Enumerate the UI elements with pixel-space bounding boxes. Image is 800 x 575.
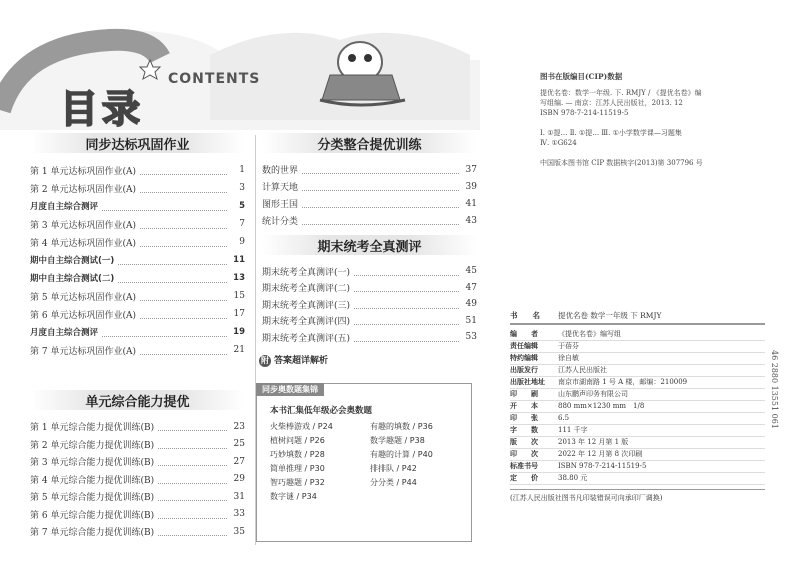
info-row: 字 数 111 千字 — [510, 425, 765, 437]
cip-line: 中国版本图书馆 CIP 数据核字(2013)第 307796 号 — [540, 159, 703, 167]
promo-item: 简单推理 / P30 — [270, 464, 325, 473]
promo-item: 数字谜 / P34 — [270, 492, 317, 501]
toc-item — [262, 178, 477, 195]
toc-item-label: 第 2 单元达标巩固作业(A) — [30, 184, 136, 195]
toc-item-page: 7 — [239, 219, 245, 229]
toc-item — [262, 280, 477, 297]
answers-label: 答案超详解析 — [274, 356, 329, 366]
toc-item-page: 51 — [465, 315, 477, 326]
toc-item — [30, 197, 245, 215]
info-row: 责任编辑 于蓓芬 — [510, 341, 765, 353]
toc-leader — [302, 216, 459, 225]
answers-badge: 附 — [261, 356, 269, 365]
side-code: 46 2880 13551 061 — [770, 350, 779, 429]
promo-item: 巧妙填数 / P28 — [270, 450, 325, 459]
toc-item-label: 期中自主综合测试(二) — [30, 274, 115, 284]
toc-item — [30, 161, 245, 179]
book-info — [510, 309, 765, 503]
toc-item-page: 23 — [233, 421, 245, 432]
toc-item-page: 35 — [233, 526, 245, 537]
cip-title: 图书在版编目(CIP)数据 — [540, 72, 623, 81]
toc-item-label: 期末统考全真测评(四) — [262, 317, 351, 328]
toc-item-label: 第 7 单元达标巩固作业(A) — [30, 346, 136, 357]
toc-item-label: 第 5 单元达标巩固作业(A) — [30, 292, 136, 303]
toc-item-page: 53 — [465, 332, 477, 343]
promo-list-left — [270, 420, 365, 504]
promo-tag: 同步奥数题集锦 — [256, 383, 324, 396]
promo-item: 有趣的填数 / P36 — [370, 422, 433, 431]
toc-title: 目录 — [60, 87, 145, 131]
promo-item: 火柴棒游戏 / P24 — [270, 422, 333, 431]
toc-item-label: 期末统考全真测评(二) — [262, 284, 351, 295]
toc-item — [262, 195, 477, 212]
cip-line: Ⅳ. ①G624 — [540, 139, 577, 147]
toc-item — [30, 418, 245, 436]
toc-item-page: 43 — [465, 215, 477, 226]
toc-leader — [158, 492, 227, 501]
toc-leader — [140, 184, 227, 193]
info-row: 印 刷 山东鹏声印务有限公司 — [510, 389, 765, 401]
toc-item — [262, 161, 477, 178]
toc-item-page: 31 — [233, 491, 245, 502]
cip-line: 提优名卷：数学一年级. 下. RMJY / 《提优名卷》编 — [540, 89, 702, 97]
info-row: 印 次 2022 年 12 月第 8 次印刷 — [510, 449, 765, 461]
toc-item-label: 期中自主综合测试(一) — [30, 256, 115, 266]
toc-item-page: 47 — [465, 282, 477, 293]
toc-leader — [158, 440, 227, 449]
toc-item-page: 11 — [233, 255, 245, 265]
promo-subtitle: 本书汇集低年级必会奥数题 — [270, 406, 373, 416]
mid-section-2 — [262, 235, 477, 346]
toc-item-label: 期末统考全真测评(三) — [262, 300, 351, 311]
left-section-2 — [30, 390, 245, 541]
info-row: 开 本 880 mm×1230 mm 1/8 — [510, 401, 765, 413]
toc-leader — [118, 256, 227, 265]
toc-list — [262, 263, 477, 346]
info-row: 版 次 2013 年 12 月第 1 版 — [510, 437, 765, 449]
toc-item — [30, 341, 245, 359]
toc-item-label: 数的世界 — [262, 166, 299, 176]
toc-item — [262, 313, 477, 330]
toc-item-label: 第 4 单元综合能力提优训练(B) — [30, 475, 155, 486]
toc-list — [30, 418, 245, 541]
toc-leader — [354, 300, 459, 309]
toc-leader — [140, 292, 227, 301]
book-title-row: 书 名 提优名卷 数学一年级 下 RMJY — [510, 309, 765, 325]
toc-leader — [354, 316, 459, 325]
toc-item — [30, 471, 245, 489]
toc-item-label: 第 6 单元达标巩固作业(A) — [30, 310, 136, 321]
toc-list — [262, 161, 477, 229]
toc-leader — [158, 510, 227, 519]
promo-item: 有趣的计算 / P40 — [370, 450, 433, 459]
toc-leader — [354, 283, 459, 292]
toc-item — [30, 436, 245, 454]
promo-item: 排排队 / P42 — [370, 464, 417, 473]
toc-item — [30, 453, 245, 471]
toc-item — [30, 179, 245, 197]
toc-item-page: 41 — [465, 198, 477, 209]
toc-item-page: 19 — [233, 327, 245, 337]
promo-item: 植树问题 / P26 — [270, 436, 325, 445]
toc-list — [30, 161, 245, 359]
toc-item-label: 第 2 单元综合能力提优训练(B) — [30, 440, 155, 451]
toc-item — [30, 323, 245, 341]
book-footer: (江苏人民出版社图书凡印装错误可向承印厂调换) — [510, 489, 765, 503]
toc-item-page: 17 — [233, 309, 245, 319]
info-rows — [510, 329, 765, 485]
info-row: 特约编辑 徐自敏 — [510, 353, 765, 365]
promo-item: 数学趣题 / P38 — [370, 436, 425, 445]
toc-item-label: 期末统考全真测评(五) — [262, 333, 351, 344]
toc-item-page: 29 — [233, 474, 245, 485]
toc-item-page: 33 — [233, 509, 245, 520]
toc-leader — [158, 527, 227, 536]
toc-item-page: 45 — [465, 266, 477, 277]
section-title: 分类整合提优训练 — [262, 133, 477, 153]
toc-item — [30, 251, 245, 269]
toc-item-page: 9 — [239, 237, 245, 247]
toc-item-page: 25 — [233, 439, 245, 450]
toc-item-page: 27 — [233, 456, 245, 467]
toc-leader — [302, 199, 459, 208]
toc-item-label: 第 7 单元综合能力提优训练(B) — [30, 528, 155, 539]
toc-item — [30, 506, 245, 524]
toc-item — [30, 488, 245, 506]
toc-leader — [354, 267, 459, 276]
toc-item — [262, 263, 477, 280]
cip-line: ISBN 978-7-214-11519-5 — [540, 109, 629, 117]
toc-item-label: 第 1 单元综合能力提优训练(B) — [30, 423, 155, 434]
toc-item-label: 第 6 单元综合能力提优训练(B) — [30, 510, 155, 521]
left-section-1 — [30, 133, 245, 359]
cip-line: 写组编. — 南京：江苏人民出版社，2013. 12 — [540, 99, 683, 107]
section-title: 同步达标巩固作业 — [30, 133, 245, 153]
mid-section-1 — [262, 133, 477, 229]
toc-item-label: 月度自主综合测评 — [30, 202, 99, 212]
promo-item: 分分类 / P44 — [370, 478, 417, 487]
toc-leader — [140, 238, 227, 247]
cip-lines — [540, 88, 770, 168]
toc-item — [262, 212, 477, 229]
toc-item — [30, 269, 245, 287]
info-row: 编 者 《提优名卷》编写组 — [510, 329, 765, 341]
toc-leader — [118, 274, 227, 283]
toc-leader — [158, 422, 227, 431]
toc-item-page: 13 — [233, 273, 245, 283]
toc-item-page: 49 — [465, 299, 477, 310]
toc-item-label: 计算天地 — [262, 183, 299, 193]
toc-leader — [354, 333, 459, 342]
toc-leader — [140, 346, 227, 355]
toc-item-page: 5 — [239, 201, 245, 211]
info-row: 印 张 6.5 — [510, 413, 765, 425]
toc-item-label: 统计分类 — [262, 217, 299, 227]
toc-item — [30, 305, 245, 323]
toc-leader — [158, 457, 227, 466]
toc-leader — [302, 182, 459, 191]
toc-item-label: 第 5 单元综合能力提优训练(B) — [30, 493, 155, 504]
toc-item-label: 图形王国 — [262, 200, 299, 210]
toc-leader — [140, 310, 227, 319]
toc-leader — [158, 475, 227, 484]
toc-item-page: 39 — [465, 181, 477, 192]
info-row: 定 价 38.80 元 — [510, 473, 765, 485]
cip-line: Ⅰ. ①提… Ⅱ. ①提… Ⅲ. ①小学数学课—习题集 — [540, 129, 682, 137]
toc-item-label: 第 3 单元达标巩固作业(A) — [30, 220, 136, 231]
toc-item — [262, 329, 477, 346]
toc-item — [30, 287, 245, 305]
answers-note — [259, 353, 328, 367]
cip-line — [540, 148, 770, 158]
toc-item-label: 第 1 单元达标巩固作业(A) — [30, 166, 136, 177]
toc-item-label: 期末统考全真测评(一) — [262, 267, 351, 278]
toc-item-page: 3 — [239, 183, 245, 193]
toc-leader — [102, 328, 227, 337]
info-row: 出版社地址 南京市湖南路 1 号 A 楼，邮编：210009 — [510, 377, 765, 389]
toc-leader — [140, 220, 227, 229]
toc-item-page: 1 — [239, 165, 245, 175]
toc-leader — [140, 166, 227, 175]
toc-item — [30, 523, 245, 541]
toc-item-page: 37 — [465, 164, 477, 175]
info-row: 出版发行 江苏人民出版社 — [510, 365, 765, 377]
toc-item-label: 第 3 单元综合能力提优训练(B) — [30, 458, 155, 469]
toc-item — [262, 296, 477, 313]
promo-item: 智巧趣题 / P32 — [270, 478, 325, 487]
toc-leader — [102, 202, 227, 211]
cip-line — [540, 118, 770, 128]
section-title: 期末统考全真测评 — [262, 235, 477, 255]
toc-item-page: 21 — [233, 345, 245, 355]
promo-list-right — [370, 420, 465, 490]
toc-leader — [302, 165, 459, 174]
section-title: 单元综合能力提优 — [30, 390, 245, 410]
toc-item — [30, 233, 245, 251]
toc-item-label: 月度自主综合测评 — [30, 328, 99, 338]
info-row: 标准书号 ISBN 978-7-214-11519-5 — [510, 461, 765, 473]
toc-item — [30, 215, 245, 233]
toc-item-label: 第 4 单元达标巩固作业(A) — [30, 238, 136, 249]
toc-subtitle: CONTENTS — [168, 71, 261, 87]
toc-item-page: 15 — [233, 291, 245, 301]
